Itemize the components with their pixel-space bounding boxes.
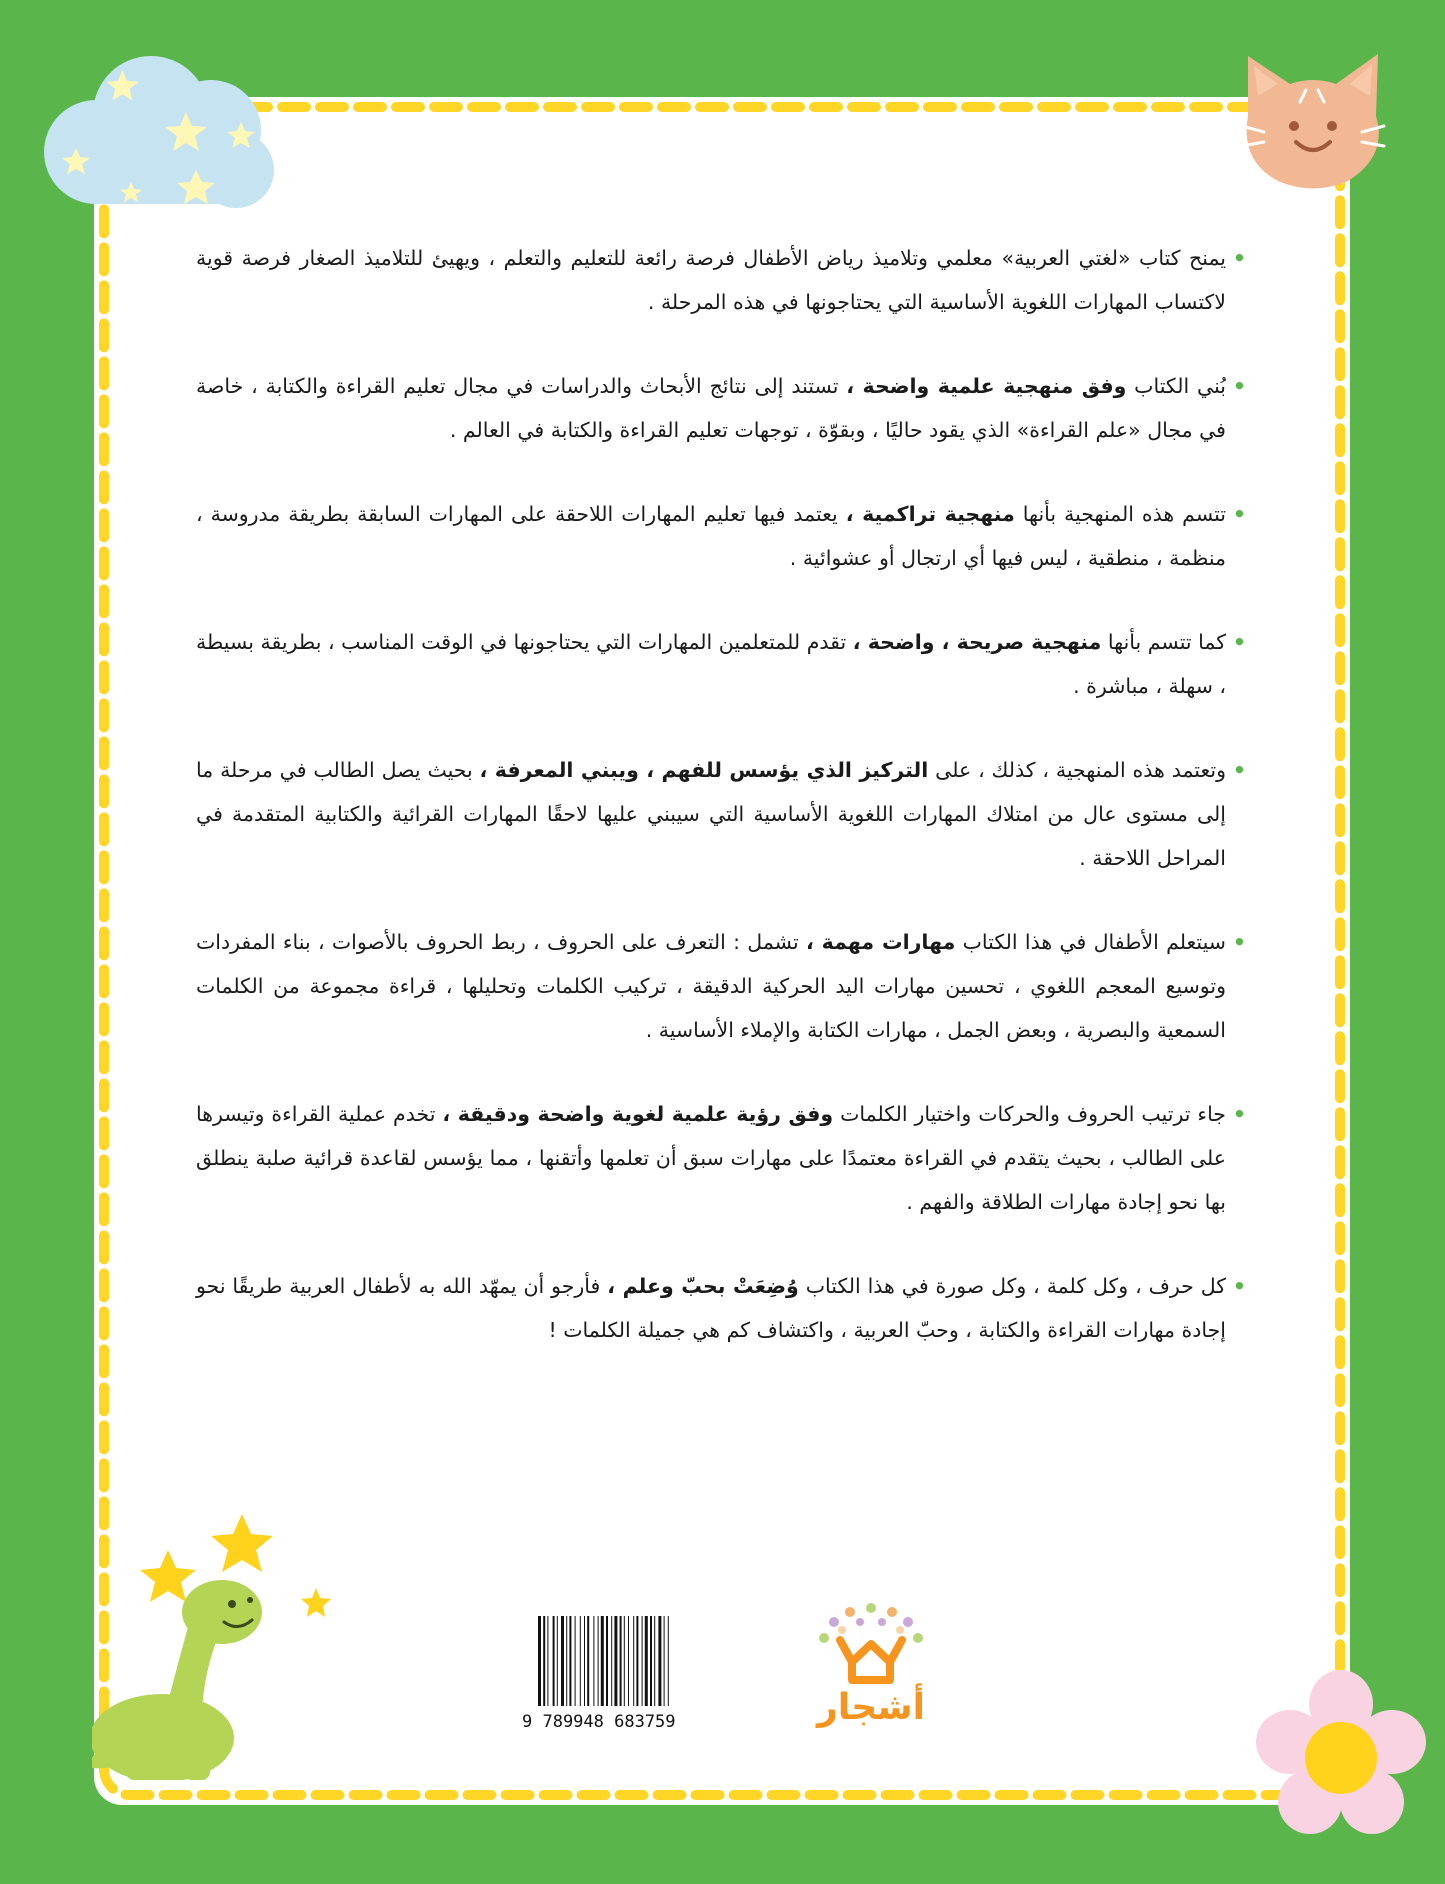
bullet: • bbox=[1232, 630, 1246, 654]
barcode bbox=[522, 1616, 750, 1732]
paragraph-8 bbox=[196, 1264, 1246, 1352]
paragraph-6 bbox=[196, 920, 1246, 1052]
paragraph-text: بُني الكتاب bbox=[1126, 374, 1226, 398]
paragraph-emphasis: وفق منهجية علمية واضحة ، bbox=[846, 374, 1127, 398]
bullet: • bbox=[1232, 758, 1246, 782]
paragraph-text: فأرجو أن يمهّد الله به لأطفال العربية طريقًا نحو إجادة مهارات القراءة والكتابة ، وحبّ العربية ، واكتشاف كم هي جميلة الكلمات ! bbox=[196, 1274, 1226, 1342]
paragraph-5 bbox=[196, 748, 1246, 880]
dinosaur-icon bbox=[92, 1560, 272, 1780]
intro-text bbox=[196, 236, 1246, 1392]
paragraph-text: كل حرف ، وكل كلمة ، وكل صورة في هذا الكتاب bbox=[798, 1274, 1226, 1298]
cloud-stars-icon bbox=[36, 52, 286, 222]
paragraph-text: تتسم هذه المنهجية بأنها bbox=[1014, 502, 1226, 526]
paragraph-1 bbox=[196, 236, 1246, 324]
paragraph-4 bbox=[196, 620, 1246, 708]
bullet: • bbox=[1232, 246, 1246, 270]
bullet: • bbox=[1232, 1102, 1246, 1126]
paragraph-emphasis: منهجية صريحة ، واضحة ، bbox=[852, 630, 1102, 654]
paragraph-text: بحيث يصل الطالب في مرحلة ما إلى مستوى عال من امتلاك المهارات اللغوية الأساسية التي سيبني عليها لاحقًا المهارات القرائية والكتابية المتقدمة في المراحل اللاحقة . bbox=[196, 758, 1226, 870]
paragraph-text: جاء ترتيب الحروف والحركات واختيار الكلمات bbox=[833, 1102, 1226, 1126]
paragraph-7 bbox=[196, 1092, 1246, 1224]
paragraph-text: كما تتسم بأنها bbox=[1101, 630, 1226, 654]
bullet: • bbox=[1232, 1274, 1246, 1298]
paragraph-emphasis: مهارات مهمة ، bbox=[805, 930, 956, 954]
tree-logo-icon bbox=[812, 1600, 930, 1684]
barcode-bars bbox=[522, 1616, 750, 1710]
publisher-name: أشجار bbox=[817, 1687, 925, 1728]
paragraph-text: يمنح كتاب «لغتي العربية» معلمي وتلاميذ رياض الأطفال فرصة رائعة للتعليم والتعلم ، ويهيئ للتلاميذ الصغار فرصة قوية لاكتساب المهارات اللغوية الأساسية التي يحتاجونها في هذه المرحلة . bbox=[196, 246, 1226, 314]
paragraph-text: تشمل : التعرف على الحروف ، ربط الحروف بالأصوات ، بناء المفردات وتوسيع المعجم اللغوي ، تحسين مهارات اليد الحركية الدقيقة ، تركيب الكلمات وتحليلها ، قراءة مجموعة من الكلمات السمعية والبصرية ، وبعض الجمل ، مهارات الكتابة والإملاء الأساسية . bbox=[196, 930, 1226, 1042]
paragraph-2 bbox=[196, 364, 1246, 452]
cat-face-icon bbox=[1228, 46, 1398, 196]
barcode-number: 9 789948 683759 bbox=[522, 1712, 676, 1732]
paragraph-emphasis: وُضِعَتْ بحبّ وعلم ، bbox=[607, 1274, 799, 1298]
paragraph-emphasis: وفق رؤية علمية لغوية واضحة ودقيقة ، bbox=[442, 1102, 834, 1126]
bullet: • bbox=[1232, 374, 1246, 398]
flower-icon bbox=[1256, 1670, 1426, 1840]
publisher-logo bbox=[812, 1600, 930, 1726]
paragraph-text: سيتعلم الأطفال في هذا الكتاب bbox=[955, 930, 1226, 954]
paragraph-text: تخدم عملية القراءة وتيسرها على الطالب ، بحيث يتقدم في القراءة معتمدًا على مهارات سبق أن تعلمها وأتقنها ، مما يؤسس لقاعدة قرائية صلبة ينطلق بها نحو إجادة مهارات الطلاقة والفهم . bbox=[196, 1102, 1226, 1214]
bullet: • bbox=[1232, 502, 1246, 526]
paragraph-emphasis: التركيز الذي يؤسس للفهم ، ويبني المعرفة ، bbox=[479, 758, 929, 782]
paragraph-3 bbox=[196, 492, 1246, 580]
paragraph-text: يعتمد فيها تعليم المهارات اللاحقة على المهارات السابقة بطريقة مدروسة ، منظمة ، منطقية ، ليس فيها أي ارتجال أو عشوائية . bbox=[196, 502, 1226, 570]
bullet: • bbox=[1232, 930, 1246, 954]
paragraph-text: تقدم للمتعلمين المهارات التي يحتاجونها في الوقت المناسب ، بطريقة بسيطة ، سهلة ، مباشرة . bbox=[196, 630, 1226, 698]
paragraph-text: وتعتمد هذه المنهجية ، كذلك ، على bbox=[928, 758, 1226, 782]
paragraph-emphasis: منهجية تراكمية ، bbox=[845, 502, 1015, 526]
paragraph-text: تستند إلى نتائج الأبحاث والدراسات في مجال تعليم القراءة والكتابة ، خاصة في مجال «علم القراءة» الذي يقود حاليًا ، وبقوّة ، توجهات تعليم القراءة والكتابة في العالم . bbox=[196, 374, 1226, 442]
